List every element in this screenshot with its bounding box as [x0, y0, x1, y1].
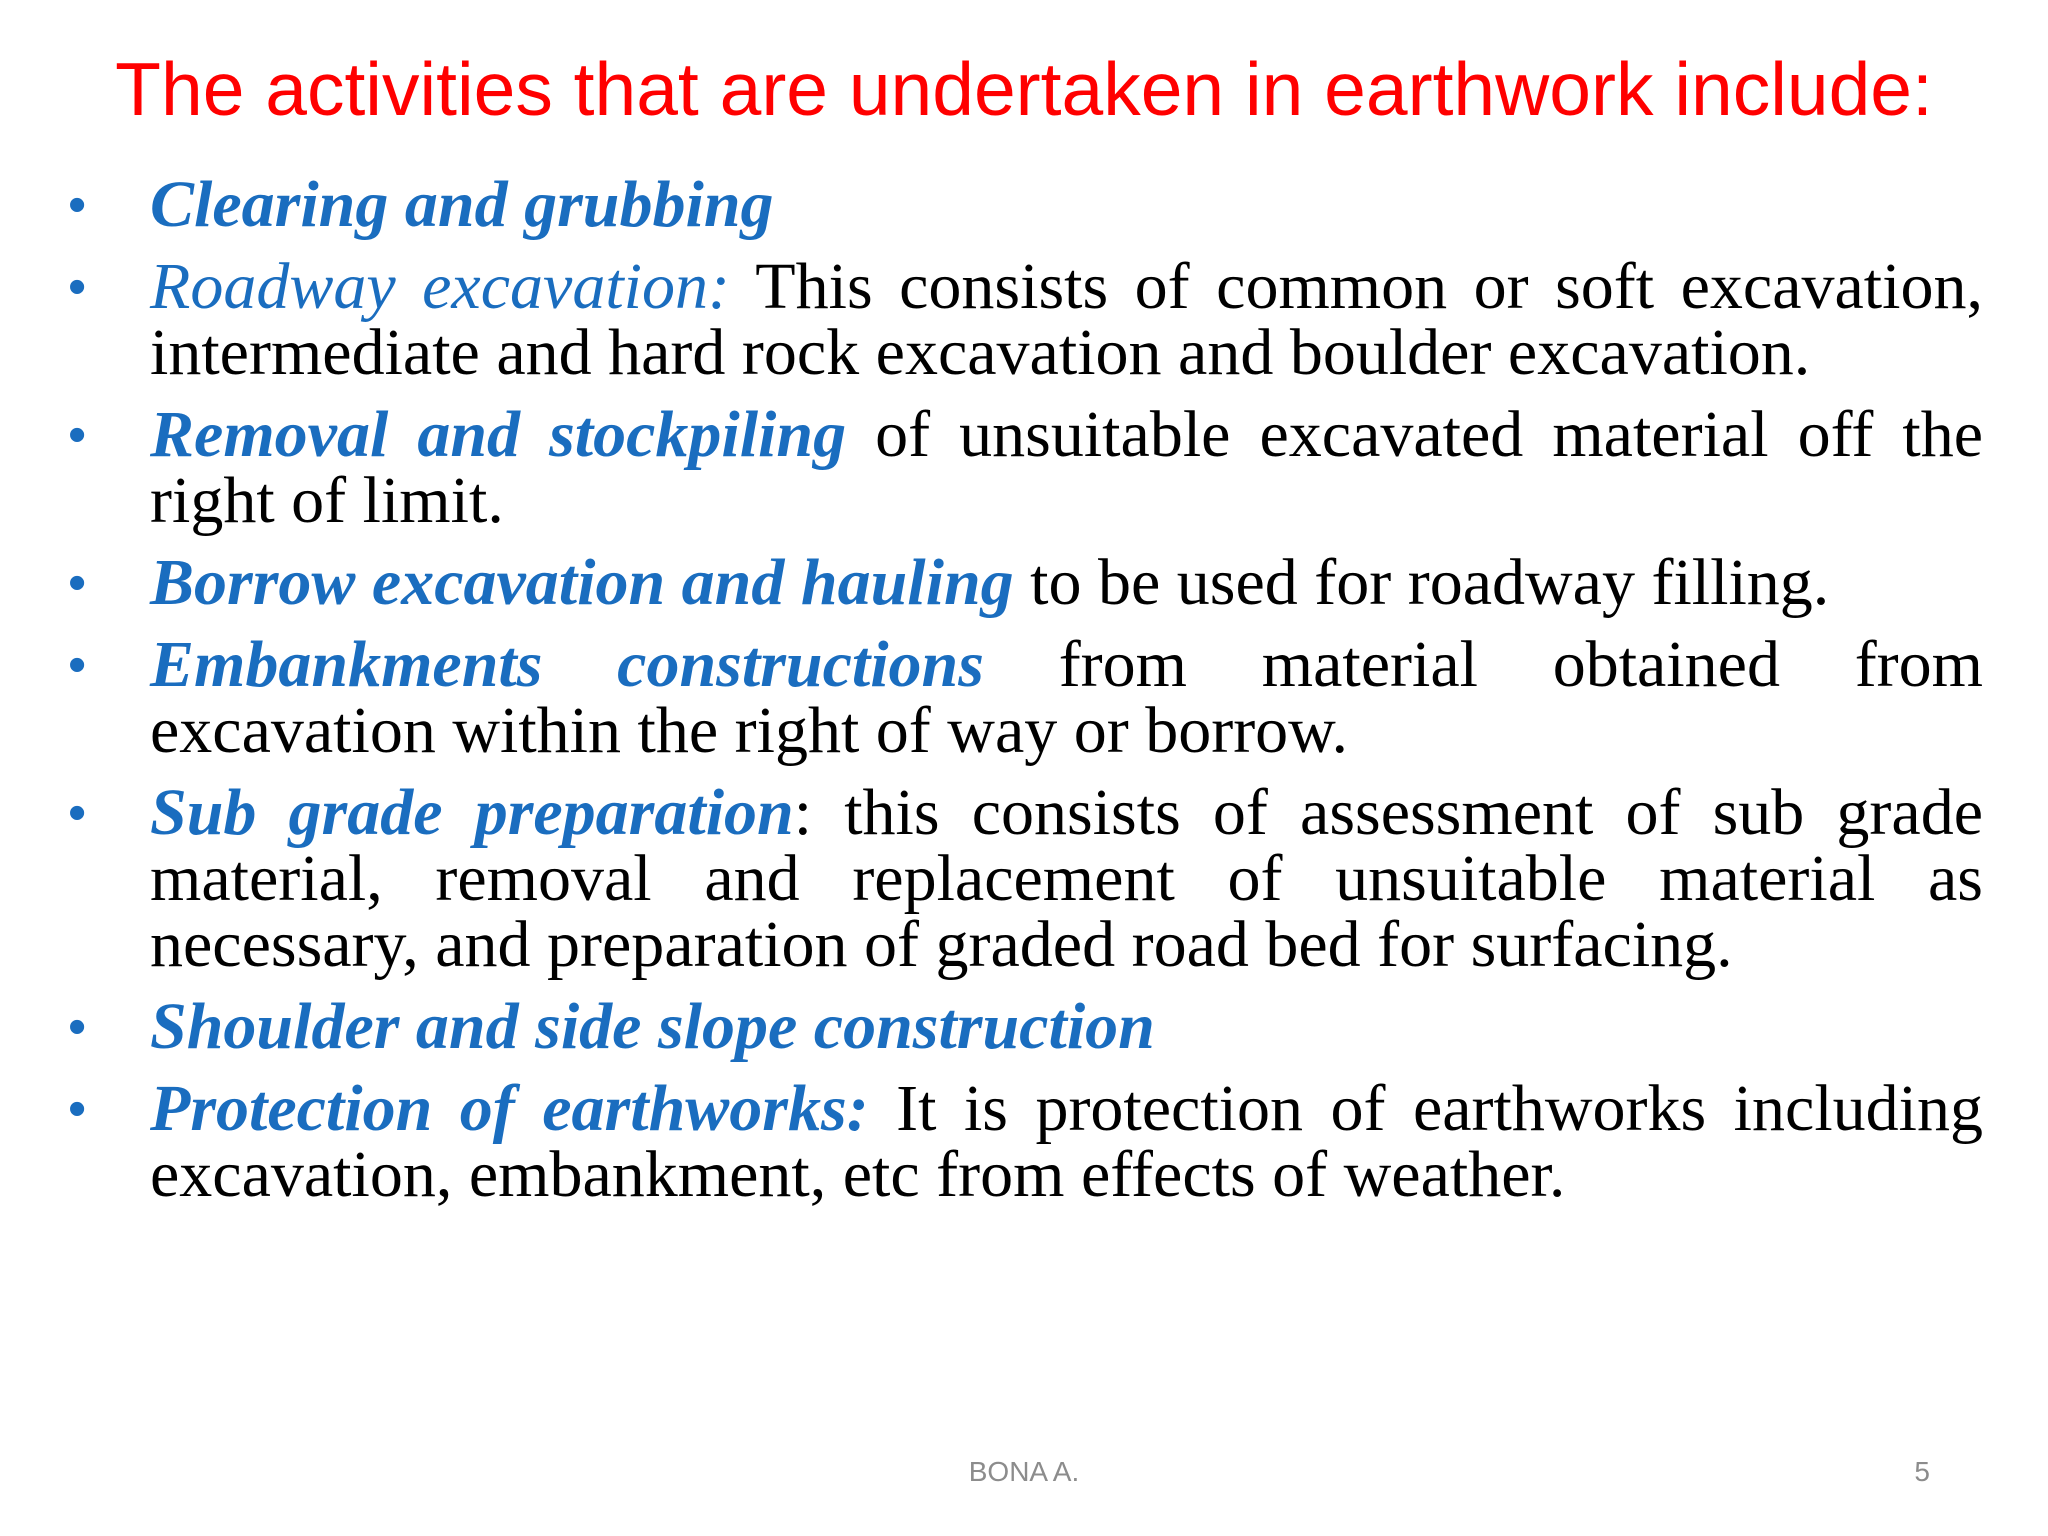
bullet-icon: •	[68, 406, 87, 464]
list-item	[68, 250, 1983, 389]
bullet-icon: •	[68, 998, 87, 1056]
list-item	[68, 546, 1983, 619]
item-term: Roadway excavation:	[150, 250, 730, 323]
list-item	[68, 628, 1983, 767]
list-item	[68, 168, 1983, 241]
item-term: Removal and stockpiling	[150, 398, 847, 471]
item-term: Embankments constructions	[150, 628, 984, 701]
item-text: It is protection of earthworks including excavation, embankment, etc from effects of weather.	[150, 1072, 1983, 1211]
bullet-icon: •	[68, 784, 87, 842]
bullet-list	[0, 168, 2048, 1224]
item-text: of unsuitable excavated material off the right of limit.	[150, 398, 1984, 537]
slide-title: The activities that are undertaken in earthwork include:	[115, 47, 1933, 131]
list-item	[68, 990, 1983, 1063]
list-item	[68, 1072, 1983, 1211]
list-item	[68, 776, 1983, 981]
item-term: Shoulder and side slope construction	[150, 990, 1155, 1063]
item-term: Sub grade preparation	[150, 776, 794, 849]
item-term: Clearing and grubbing	[150, 168, 774, 241]
item-term: Protection of earthworks:	[150, 1072, 869, 1145]
bullet-icon: •	[68, 176, 87, 234]
footer-author: BONA A.	[968, 1456, 1080, 1487]
item-text: This consists of common or soft excavation, intermediate and hard rock excavation and boulder excavation.	[150, 250, 1983, 389]
item-term: Borrow excavation and hauling	[150, 546, 1014, 619]
item-text: to be used for roadway filling.	[1013, 546, 1830, 619]
page-number: 5	[1914, 1456, 1930, 1487]
bullet-icon: •	[68, 636, 87, 694]
bullet-icon: •	[68, 554, 87, 612]
list-item	[68, 398, 1984, 537]
bullet-icon: •	[68, 258, 87, 316]
item-text: : this consists of assessment of sub grade material, removal and replacement of unsuitable material as necessary, and preparation of graded road bed for surfacing.	[150, 776, 1983, 981]
bullet-icon: •	[68, 1080, 87, 1138]
item-text: from material obtained from excavation within the right of way or borrow.	[150, 628, 1983, 767]
